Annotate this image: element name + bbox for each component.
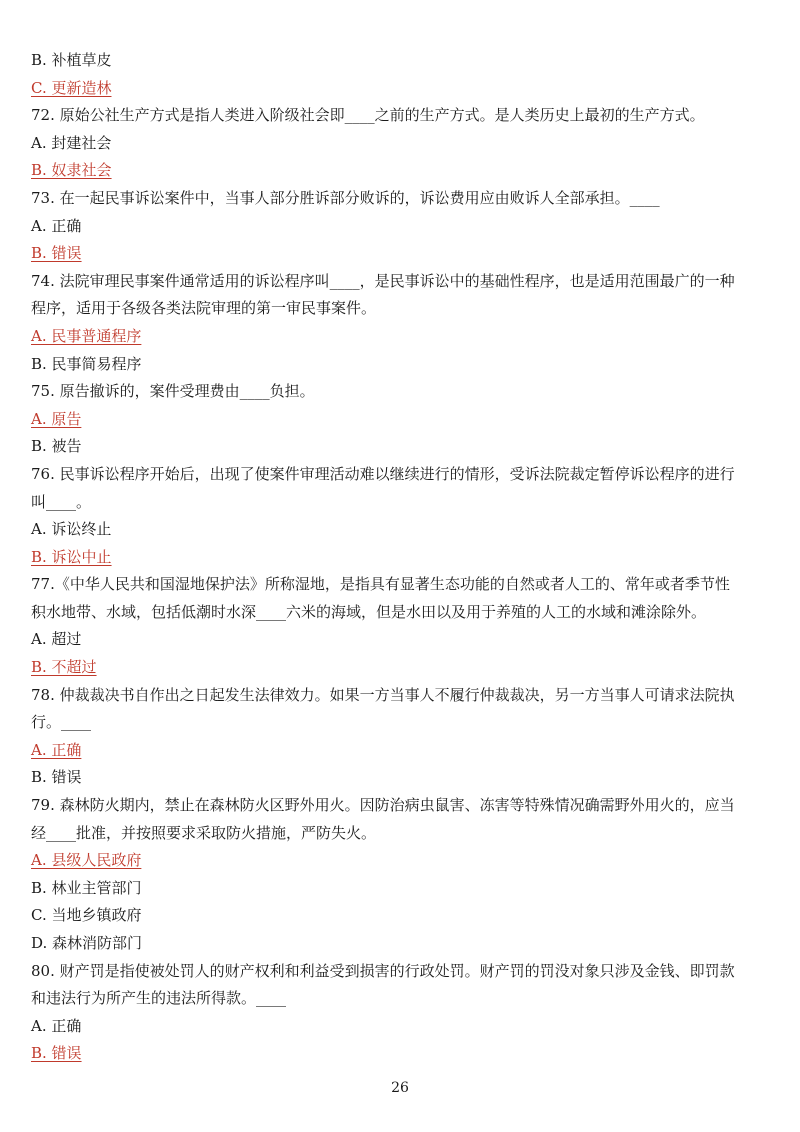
- answer-option: A. 诉讼终止: [31, 520, 112, 539]
- correct-answer-text: B. 错误: [31, 1044, 82, 1063]
- answer-option-correct: [31, 1040, 771, 1068]
- answer-option-correct: [31, 406, 771, 434]
- correct-answer-text: B. 奴隶社会: [31, 161, 112, 180]
- answer-option: D. 森林消防部门: [31, 934, 143, 952]
- correct-answer-text: A. 正确: [31, 740, 82, 759]
- answer-option: C. 当地乡镇政府: [31, 906, 142, 925]
- answer-option-correct: [31, 75, 771, 103]
- answer-option: A. 超过: [31, 630, 82, 649]
- answer-option: B. 被告: [31, 437, 82, 456]
- question-text: 叫____。: [31, 492, 92, 511]
- question-text: 76. 民事诉讼程序开始后，出现了使案件审理活动难以继续进行的情形，受诉法院裁定暂停诉讼程序的进行: [31, 464, 735, 483]
- correct-answer-text: A. 县级人民政府: [31, 851, 142, 870]
- question-text: 程序，适用于各级各类法院审理的第一审民事案件。: [31, 299, 377, 318]
- page-number: 26: [391, 1080, 409, 1096]
- document-body: [31, 47, 771, 1068]
- correct-answer-text: C. 更新造林: [31, 78, 112, 97]
- correct-answer-text: B. 诉讼中止: [31, 547, 112, 566]
- answer-option: B. 错误: [31, 768, 82, 787]
- answer-option: B. 补植草皮: [31, 51, 112, 69]
- answer-option: B. 林业主管部门: [31, 878, 142, 897]
- question-text: 75. 原告撤诉的，案件受理费由____负担。: [31, 382, 315, 401]
- question-text: 73. 在一起民事诉讼案件中，当事人部分胜诉部分败诉的，诉讼费用应由败诉人全部承担。____: [31, 188, 660, 207]
- question-text: 80. 财产罚是指使被处罚人的财产权利和利益受到损害的行政处罚。财产罚的罚没对象只涉及金钱、即罚款: [31, 961, 735, 980]
- question-text: 79. 森林防火期内，禁止在森林防火区野外用火。因防治病虫鼠害、冻害等特殊情况确需野外用火的，应当: [31, 796, 735, 815]
- answer-option: A. 封建社会: [31, 133, 112, 152]
- question-text: 78. 仲裁裁决书自作出之日起发生法律效力。如果一方当事人不履行仲裁裁决，另一方当事人可请求法院执: [31, 685, 735, 704]
- question-text: 77.《中华人民共和国湿地保护法》所称湿地，是指具有显著生态功能的自然或者人工的、常年或者季节性: [31, 575, 730, 594]
- answer-option-correct: [31, 544, 771, 572]
- correct-answer-text: A. 民事普通程序: [31, 326, 142, 345]
- answer-option-correct: [31, 737, 771, 765]
- question-text: 行。____: [31, 713, 92, 732]
- answer-option-correct: [31, 240, 771, 268]
- question-text: 积水地带、水域，包括低潮时水深____六米的海域，但是水田以及用于养殖的人工的水域和滩涂除外。: [31, 602, 707, 621]
- answer-option: A. 正确: [31, 216, 82, 235]
- question-text: 经____批准，并按照要求采取防火措施，严防失火。: [31, 823, 377, 842]
- answer-option: A. 正确: [31, 1016, 82, 1035]
- question-text: 72. 原始公社生产方式是指人类进入阶级社会即____之前的生产方式。是人类历史上最初的生产方式。: [31, 106, 705, 125]
- question-text: 和违法行为所产生的违法所得款。____: [31, 989, 287, 1008]
- answer-option: B. 民事简易程序: [31, 354, 142, 373]
- answer-option-correct: [31, 654, 771, 682]
- correct-answer-text: B. 不超过: [31, 658, 97, 677]
- answer-option-correct: [31, 847, 771, 875]
- correct-answer-text: B. 错误: [31, 244, 82, 263]
- question-text: 74. 法院审理民事案件通常适用的诉讼程序叫____，是民事诉讼中的基础性程序，也是适用范围最广的一种: [31, 271, 735, 290]
- correct-answer-text: A. 原告: [31, 409, 82, 428]
- answer-option-correct: [31, 157, 771, 185]
- answer-option-correct: [31, 323, 771, 351]
